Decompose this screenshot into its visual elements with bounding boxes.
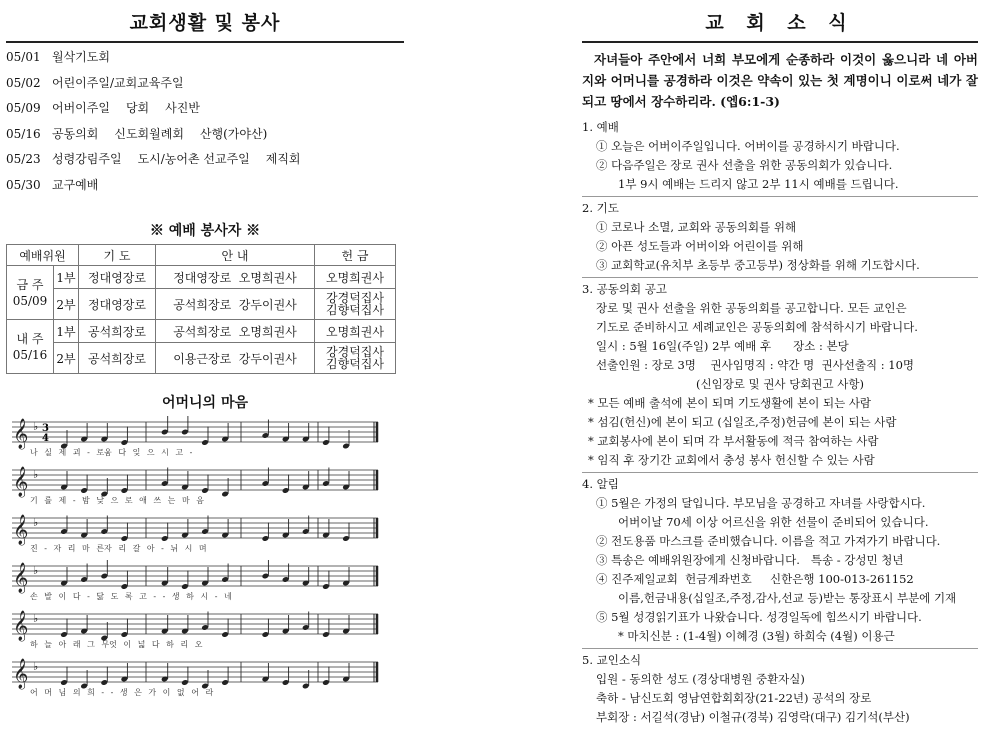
section-worship — [582, 118, 978, 194]
church-life-title: 교회생활 및 봉사 — [129, 12, 281, 34]
notice-line: 장로 및 권사 선출을 위한 공동의회를 공고합니다. 모든 교인은 — [596, 301, 907, 315]
notice-line: ⑤ 5월 성경읽기표가 나왔습니다. 성경일독에 힘쓰시기 바랍니다. — [596, 610, 922, 624]
svg-text:𝄞: 𝄞 — [13, 515, 29, 545]
svg-text:𝄞: 𝄞 — [13, 611, 29, 641]
schedule-item — [6, 96, 404, 122]
table-row — [7, 266, 396, 289]
bank-account-line: ④ 진주제일교회 헌금계좌번호 신한은행 100-013-261152 — [596, 572, 914, 586]
notice-line: ① 5월은 가정의 달입니다. 부모님을 공경하고 자녀를 사랑합시다. — [596, 496, 926, 510]
divider — [582, 472, 978, 473]
week-label: 금 주 05/09 — [7, 266, 54, 320]
music-staff — [6, 604, 404, 652]
schedule-event: 어린이주일/교회교육주일 — [52, 75, 184, 90]
lyric-line: 어 머 님 의 희 - - 생 은 가 이 없 어 라 — [30, 688, 214, 697]
notice-line: 기도로 준비하시고 세례교인은 공동의회에 참석하시기 바랍니다. — [596, 320, 918, 334]
notice-line: 축하 - 남신도회 영남연합회회장(21-22년) 공석의 장로 — [596, 691, 872, 705]
music-staff — [6, 412, 404, 460]
lyric-line: 진 - 자 리 마 른자 리 갈 아 - 뉘 시 며 — [30, 544, 207, 553]
notice-line: ① 코로나 소멸, 교회와 공동의회를 위해 — [596, 220, 797, 234]
col-header: 기 도 — [79, 245, 156, 266]
schedule-event: 제직회 — [265, 152, 301, 166]
col-header: 예배위원 — [7, 245, 79, 266]
divider — [582, 648, 978, 649]
section-prayer — [582, 199, 978, 275]
notice-line: ③ 특송은 예배위원장에게 신청바랍니다. 특송 - 강성민 청년 — [596, 553, 904, 567]
prayer-cell: 정대영장로 — [79, 289, 156, 320]
notice-line: ① 오늘은 어버이주일입니다. 어버이를 공경하시기 바랍니다. — [596, 139, 900, 153]
notice-line: 이름,헌금내용(십일조,주정,감사,선교 등)받는 통장표시 부분에 기재 — [618, 591, 957, 605]
section-heading: 2. 기도 — [582, 201, 619, 215]
svg-text:𝄞: 𝄞 — [13, 419, 29, 449]
divider — [582, 196, 978, 197]
qualification-item: * 교회봉사에 본이 되며 각 부서활동에 적극 참여하는 사람 — [588, 434, 879, 448]
guide-cell: 이용근장로 강두이권사 — [156, 343, 315, 374]
table-row — [7, 343, 396, 374]
svg-text:𝄞: 𝄞 — [13, 563, 29, 593]
schedule-date: 05/30 — [6, 177, 41, 192]
svg-text:♭: ♭ — [33, 516, 39, 529]
offering-cell: 오명희권사 — [315, 320, 396, 343]
scripture-verse: 자녀들아 주안에서 너희 부모에게 순종하라 이것이 옳으니라 네 아버지와 어머니를 공경하라 이것은 약속이 있는 첫 계명이니 이로써 네가 잘되고 땅에서 장수하리라. (엡6:1-3) — [582, 52, 978, 109]
schedule-list — [6, 45, 404, 198]
guide-cell: 공석희장로 강두이권사 — [156, 289, 315, 320]
schedule-event: 교구예배 — [52, 177, 99, 192]
table-row — [7, 289, 396, 320]
svg-text:♭: ♭ — [33, 612, 39, 625]
schedule-event: 어버이주일 — [52, 101, 110, 115]
prayer-cell: 공석희장로 — [79, 320, 156, 343]
notice-line: ② 다음주일은 장로 권사 선출을 위한 공동의회가 있습니다. — [596, 158, 893, 172]
schedule-item — [6, 71, 404, 97]
lyric-line: 나 실 제 괴 - 로움 다 잊 으 시 고 - — [30, 448, 193, 457]
prayer-cell: 공석희장로 — [79, 343, 156, 374]
offering-cell: 강경덕집사 김향덕집사 — [315, 289, 396, 320]
music-staff — [6, 460, 404, 508]
title-rule — [582, 41, 978, 43]
lyric-line: 기 를 제 - 밤 낮 으 로 애 쓰 는 마 음 — [30, 496, 204, 505]
notice-line: ② 아픈 성도들과 어버이와 어린이를 위해 — [596, 239, 804, 253]
notice-line: 1부 9시 예배는 드리지 않고 2부 11시 예배를 드립니다. — [618, 177, 899, 191]
left-column — [6, 4, 404, 700]
music-staff — [6, 508, 404, 556]
schedule-event: 성령강림주일 — [52, 152, 122, 166]
svg-text:♭: ♭ — [33, 564, 39, 577]
worship-volunteers-title: ※ 예배 봉사자 ※ — [149, 223, 261, 239]
service-cell: 2부 — [54, 343, 79, 374]
svg-text:♭: ♭ — [33, 468, 39, 481]
svg-text:𝄞: 𝄞 — [13, 467, 29, 497]
svg-text:♭: ♭ — [33, 420, 39, 433]
svg-text:♭: ♭ — [33, 660, 39, 673]
col-header: 안 내 — [156, 245, 315, 266]
service-cell: 1부 — [54, 266, 79, 289]
schedule-date: 05/16 — [6, 126, 41, 141]
notice-line: 입원 - 동의한 성도 (경상대병원 중환자실) — [596, 672, 805, 686]
notice-line: ② 전도용품 마스크를 준비했습니다. 이름을 적고 가져가기 바랍니다. — [596, 534, 941, 548]
svg-text:𝄞: 𝄞 — [13, 659, 29, 689]
sheet-music — [6, 412, 404, 700]
schedule-item — [6, 147, 404, 173]
meeting-datetime: 일시 : 5월 16일(주일) 2부 예배 후 장소 : 본당 — [596, 339, 849, 353]
worship-volunteers-table — [6, 244, 396, 374]
election-numbers: 선출인원 : 장로 3명 권사임명직 : 약간 명 권사선출직 : 10명 — [596, 358, 915, 372]
music-staff — [6, 652, 404, 700]
church-news-title: 교 회 소 식 — [705, 12, 855, 34]
music-staff — [6, 556, 404, 604]
schedule-event: 당회 — [125, 101, 150, 115]
section-heading: 3. 공동의회 공고 — [582, 282, 667, 296]
notice-line: 어버이날 70세 이상 어르신을 위한 선물이 준비되어 있습니다. — [618, 515, 929, 529]
offering-cell: 오명희권사 — [315, 266, 396, 289]
section-heading: 4. 알림 — [582, 477, 619, 491]
schedule-event: 신도회월례회 — [114, 126, 184, 141]
notice-line: * 마치신분 : (1-4월) 이혜경 (3월) 하희숙 (4월) 이용근 — [618, 629, 895, 643]
svg-text:3: 3 — [42, 423, 49, 434]
table-row — [7, 320, 396, 343]
schedule-date: 05/01 — [6, 50, 41, 64]
service-cell: 1부 — [54, 320, 79, 343]
schedule-event: 월삭기도회 — [52, 50, 110, 64]
divider — [582, 277, 978, 278]
col-header: 헌 금 — [315, 245, 396, 266]
schedule-item — [6, 173, 404, 199]
schedule-date: 05/02 — [6, 75, 41, 90]
qualification-item: * 섬김(헌신)에 본이 되고 (십일조,주정)헌금에 본이 되는 사람 — [588, 415, 897, 429]
schedule-date: 05/09 — [6, 101, 41, 115]
section-heading: 5. 교인소식 — [582, 653, 642, 667]
schedule-event: 산행(가야산) — [199, 126, 268, 141]
schedule-item — [6, 122, 404, 148]
guide-cell: 공석희장로 오명희권사 — [156, 320, 315, 343]
schedule-event: 사진반 — [165, 101, 200, 115]
notice-line: ③ 교회학교(유치부 초등부 중고등부) 정상화를 위해 기도합시다. — [596, 258, 920, 272]
notice-line: 부회장 : 서길석(경남) 이철규(경북) 김영락(대구) 김기석(부산) — [596, 710, 910, 724]
table-header-row — [7, 245, 396, 266]
qualification-item: * 모든 예배 출석에 본이 되며 기도생활에 본이 되는 사람 — [588, 396, 872, 410]
title-rule — [6, 41, 404, 43]
section-announcements — [582, 475, 978, 646]
section-member-news — [582, 651, 978, 727]
schedule-event: 도시/농어촌 선교주일 — [137, 152, 250, 166]
right-column — [582, 4, 978, 727]
song-title: 어머니의 마음 — [161, 395, 249, 411]
service-cell: 2부 — [54, 289, 79, 320]
offering-cell: 강경덕집사 김향덕집사 — [315, 343, 396, 374]
prayer-cell: 정대영장로 — [79, 266, 156, 289]
svg-text:4: 4 — [42, 433, 49, 444]
lyric-line: 손 발 이 다 - 닳 도 록 고 - - 생 하 시 - 네 — [30, 592, 232, 601]
notice-line: (신임장로 및 권사 당회권고 사항) — [695, 377, 864, 391]
guide-cell: 정대영장로 오명희권사 — [156, 266, 315, 289]
lyric-line: 하 늘 아 래 그 무엇 이 넓 다 하 리 오 — [30, 640, 203, 649]
schedule-event: 공동의회 — [52, 126, 99, 141]
week-label: 내 주 05/16 — [7, 320, 54, 374]
section-congregation-meeting — [582, 280, 978, 470]
section-heading: 1. 예배 — [582, 120, 619, 134]
qualification-item: * 임직 후 장기간 교회에서 충성 봉사 헌신할 수 있는 사람 — [588, 453, 875, 467]
schedule-date: 05/23 — [6, 152, 41, 166]
schedule-item — [6, 45, 404, 71]
